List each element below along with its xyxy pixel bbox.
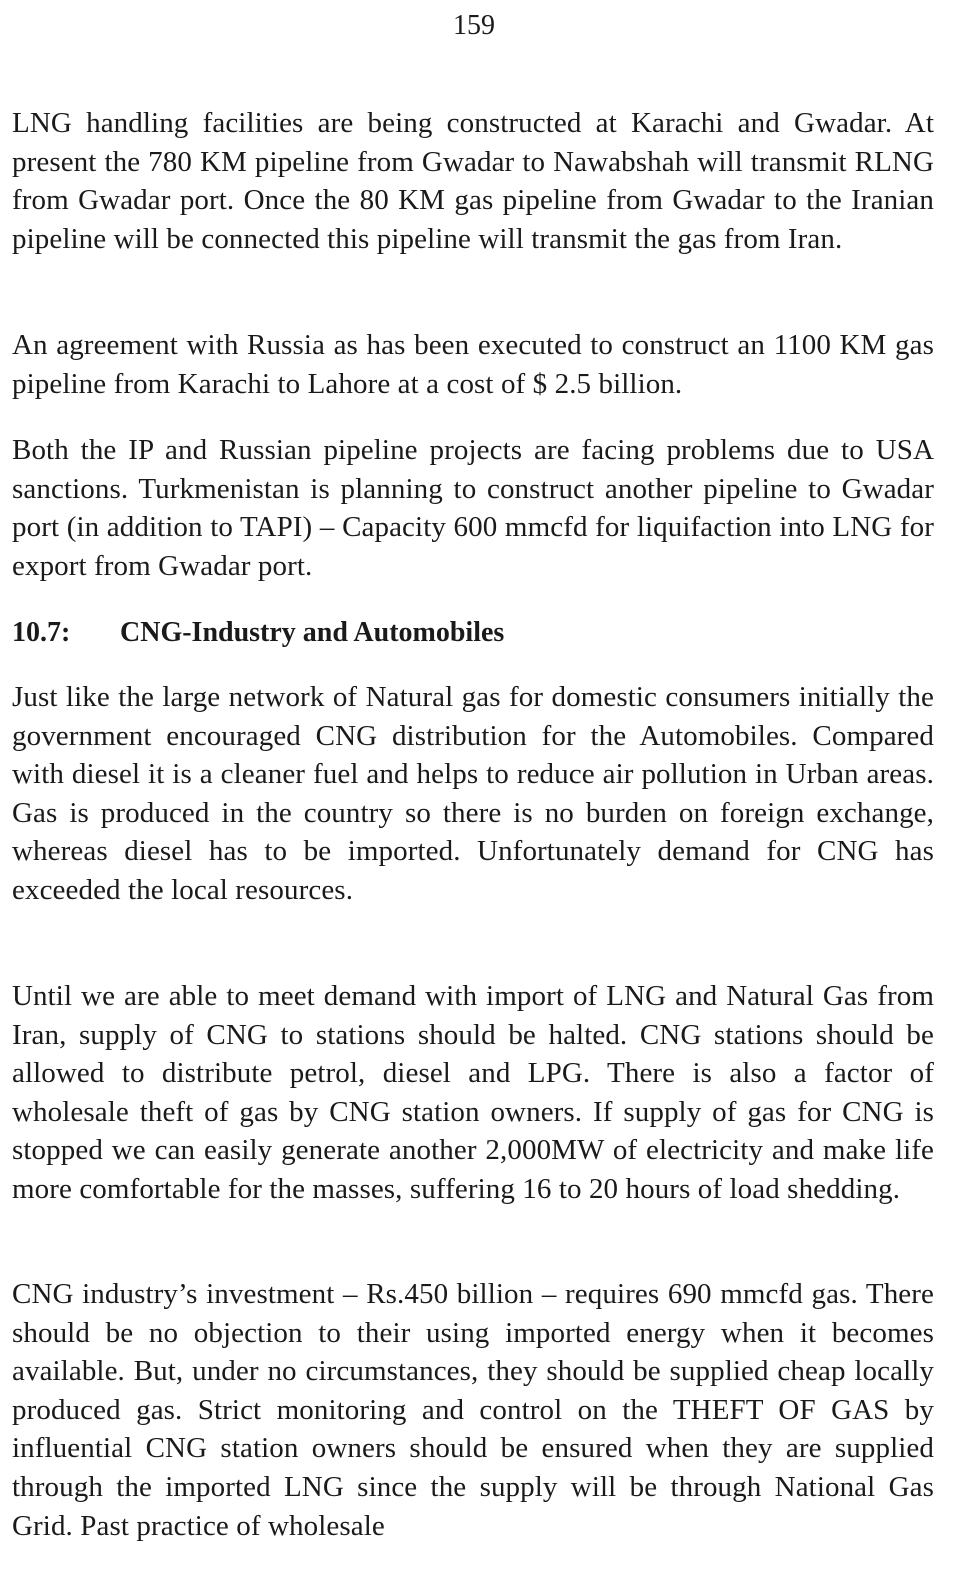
paragraph-cng-network: Just like the large network of Natural gas for domestic consumers initially the government encouraged CNG distribution for the Automobiles. Compared with diesel it is a cleaner fuel and helps to reduce air pollution in Urban areas. Gas is produced in the country so there is no burden on foreign exchange, whereas diesel has to be imported. Unfortunately demand for CNG has exceeded the local resources. — [12, 681, 934, 906]
paragraph-cng-halt: Until we are able to meet demand with import of LNG and Natural Gas from Iran, supply of CNG to stations should be halted. CNG stations should be allowed to distribute petrol, diesel and LPG. There is also a factor of wholesale theft of gas by CNG station owners. If supply of gas for CNG is stopped we can easily generate another 2,000MW of electricity and make life more comfortable for the masses, suffering 16 to 20 hours of load shedding. — [12, 980, 934, 1205]
section-heading — [12, 614, 504, 652]
paragraph-russia-agreement: An agreement with Russia as has been executed to construct an 1100 KM gas pipeline from Karachi to Lahore at a cost of $ 2.5 billion. — [12, 329, 934, 400]
paragraph-sanctions: Both the IP and Russian pipeline projects are facing problems due to USA sanctions. Turkmenistan is planning to construct another pipeline to Gwadar port (in addition to TAPI) – Capacity 600 mmcfd for liquifaction into LNG for export from Gwadar port. — [12, 434, 934, 582]
section-title: CNG-Industry and Automobiles — [120, 617, 505, 648]
section-number: 10.7: — [12, 617, 71, 648]
paragraph-cng-investment: CNG industry’s investment – Rs.450 billion – requires 690 mmcfd gas. There should be no objection to their using imported energy when it becomes available. But, under no circumstances, they should be supplied cheap locally produced gas. Strict monitoring and control on the THEFT OF GAS by influential CNG station owners should be ensured when they are supplied through the imported LNG since the supply will be through National Gas Grid. Past practice of wholesale — [12, 1278, 934, 1542]
document-page — [12, 0, 934, 1542]
paragraph-lng-facilities: LNG handling facilities are being constructed at Karachi and Gwadar. At present the 780 KM pipeline from Gwadar to Nawabshah will transmit RLNG from Gwadar port. Once the 80 KM gas pipeline from Gwadar to the Iranian pipeline will be connected this pipeline will transmit the gas from Iran. — [12, 107, 934, 255]
page-number: 159 — [453, 10, 495, 41]
